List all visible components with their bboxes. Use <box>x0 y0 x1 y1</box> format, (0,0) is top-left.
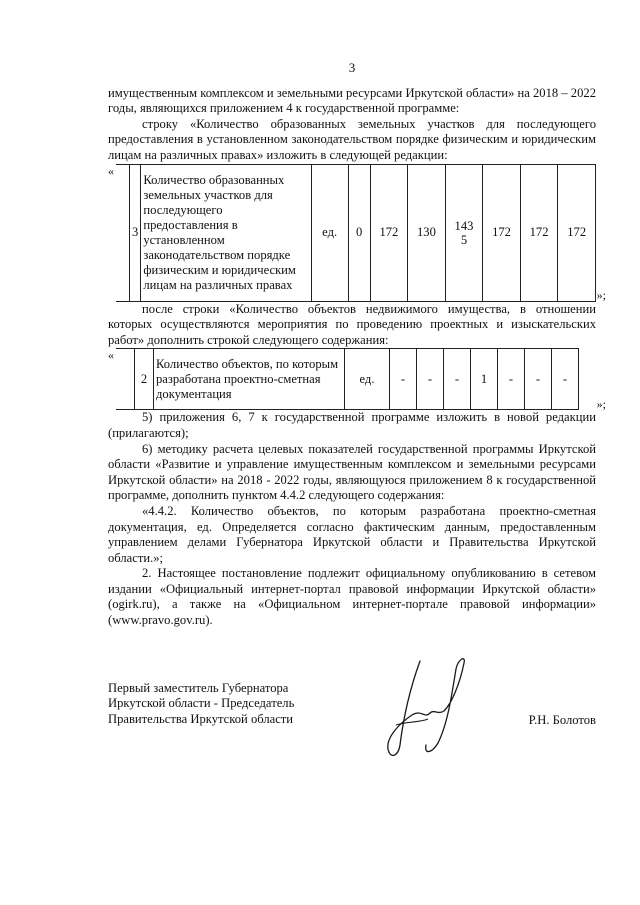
value-cell: 172 <box>558 164 596 301</box>
quote-open: « <box>108 163 114 178</box>
signatory-position <box>108 681 294 728</box>
unit-cell: ед. <box>345 349 390 410</box>
value-cell: 143 5 <box>445 164 483 301</box>
paragraph-6: «4.4.2. Количество объектов, по которым разработана проектно-сметная документация, ед. Определяется согласно фактическим данным, предоставленным управлением делами Губернатора Иркутской области и Правительства Иркутской области.»; <box>108 503 596 565</box>
paragraph-1: имущественным комплексом и земельными ресурсами Иркутской области» на 2018 – 2022 годы, являющихся приложением 4 к государственной программе: <box>108 85 596 116</box>
value-cell: - <box>498 349 525 410</box>
indicator-table-2 <box>116 348 579 410</box>
position-line: Правительства Иркутской области <box>108 711 294 726</box>
table-row <box>116 349 579 410</box>
value-cell: - <box>444 349 471 410</box>
unit-cell: ед. <box>311 164 348 301</box>
position-line: Первый заместитель Губернатора <box>108 680 289 695</box>
value-cell: 130 <box>408 164 446 301</box>
row-number: 3 <box>130 164 141 301</box>
quote-close: »; <box>596 287 606 302</box>
page-number: 3 <box>348 60 356 75</box>
row-number: 2 <box>135 349 154 410</box>
paragraph-5: 6) методику расчета целевых показателей государственной программы Иркутской области «Развитие и управление имущественным комплексом и земельными ресурсами Иркутской области» на 2018 - 2022 годы, являющуюся приложением 8 к государственной программе, дополнить пунктом 4.4.2 следующего содержания: <box>108 441 596 503</box>
signatory-name: Р.Н. Болотов <box>528 712 596 727</box>
table-1-block <box>108 163 606 302</box>
value-cell: 0 <box>348 164 370 301</box>
indicator-name: Количество образованных земельных участков для последующего предоставления в установленном законодательством порядке физическим и юридическим лицам на различных правах <box>141 164 311 301</box>
value-cell: 172 <box>370 164 408 301</box>
quote-open: « <box>108 348 114 363</box>
value-cell: - <box>525 349 552 410</box>
indicator-name: Количество объектов, по которым разработана проектно-сметная документация <box>154 349 345 410</box>
position-line: Иркутской области - Председатель <box>108 696 295 711</box>
table-row <box>116 164 596 301</box>
paragraph-2: строку «Количество образованных земельных участков для последующего предоставления в установленном законодательством порядке физическим и юридическим лицам на различных правах» изложить в следующей редакции: <box>108 116 596 162</box>
paragraph-7: 2. Настоящее постановление подлежит официальному опубликованию в сетевом издании «Официальный интернет-портал правовой информации Иркутской области» (ogirk.ru), а также на «Официальном интернет-портале правовой информации» (www.pravo.gov.ru). <box>108 566 596 628</box>
value-cell: - <box>390 349 417 410</box>
value-cell: 172 <box>483 164 521 301</box>
indicator-table-1 <box>116 164 596 302</box>
value-cell: 1 <box>471 349 498 410</box>
value-cell: 172 <box>520 164 558 301</box>
signature-block <box>108 681 596 761</box>
paragraph-3: после строки «Количество объектов недвижимого имущества, в отношении которых осуществляются мероприятия по проведению проектных и изыскательских работ» дополнить строкой следующего содержания: <box>108 301 596 347</box>
table-2-block <box>108 348 606 411</box>
quote-close: »; <box>596 396 606 411</box>
value-cell: - <box>417 349 444 410</box>
paragraph-4: 5) приложения 6, 7 к государственной программе изложить в новой редакции (прилагаются); <box>108 410 596 440</box>
handwritten-signature <box>360 653 490 763</box>
value-cell: - <box>552 349 579 410</box>
